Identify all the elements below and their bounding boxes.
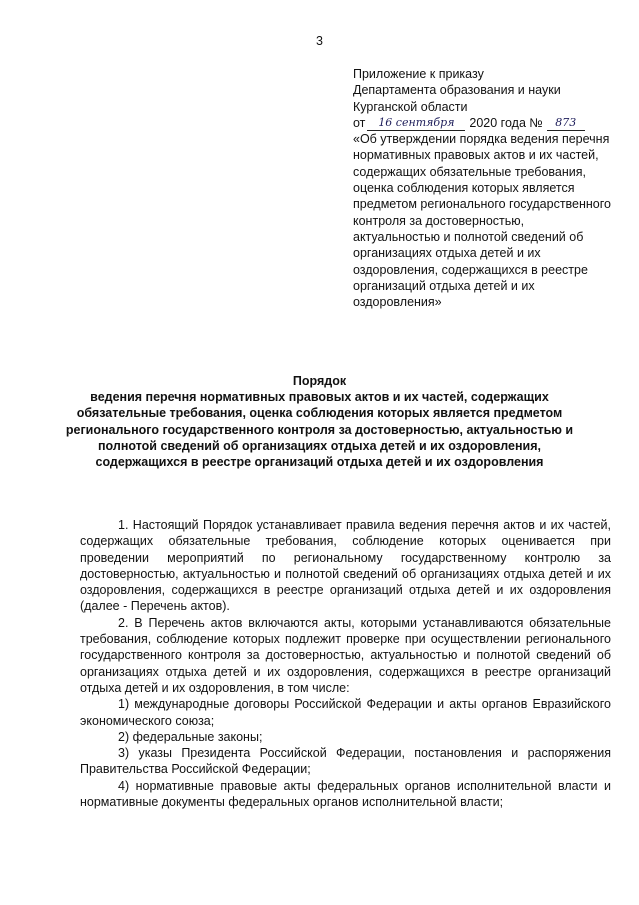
- order-prefix: от: [353, 115, 366, 130]
- page-number: 3: [316, 34, 323, 48]
- list-item-3: 3) указы Президента Российской Федерации, постановления и распоряжения Правительства Российской Федерации;: [80, 746, 611, 777]
- appendix-line-1: Приложение к приказу: [353, 67, 484, 81]
- list-item-1: 1) международные договоры Российской Федерации и акты органов Евразийского экономического союза;: [80, 697, 611, 728]
- document-title: [62, 373, 577, 470]
- title-heading: Порядок: [292, 374, 347, 388]
- appendix-line-3: Курганской области: [353, 99, 468, 114]
- title-subtitle: ведения перечня нормативных правовых актов и их частей, содержащих обязательные требования, оценка соблюдения которых является предметом регионального государственного контроля за достоверностью, актуальностью и полнотой сведений об организациях отдыха детей и их оздоровления, содержащихся в реестре организаций отдыха детей и их оздоровления: [65, 390, 574, 470]
- appendix-header: [353, 66, 613, 310]
- handwritten-order-number: 873: [547, 116, 585, 131]
- document-body: [80, 517, 611, 810]
- appendix-line-2: Департамента образования и науки: [353, 83, 561, 98]
- paragraph-1: 1. Настоящий Порядок устанавливает правила ведения перечня актов и их частей, содержащих обязательные требования, соблюдение которых оценивается при проведении мероприятий по региональному государственному контролю за достоверностью, актуальностью и полнотой сведений об организациях отдыха детей и их оздоровления, содержащихся в реестре организаций отдыха детей и их оздоровления (далее - Перечень актов).: [80, 518, 611, 614]
- order-title-quote: «Об утверждении порядка ведения перечня нормативных правовых актов и их частей, содержащих обязательные требования, оценка соблюдения которых является предметом регионального государственного контроля за достоверностью, актуальностью и полнотой сведений об организациях отдыха детей и их оздоровления, содержащихся в реестре организаций отдыха детей и их оздоровления»: [353, 132, 611, 310]
- order-year: 2020 года №: [469, 115, 543, 130]
- order-reference: [353, 115, 613, 131]
- handwritten-order-date: 16 сентября: [367, 116, 465, 131]
- list-item-2: 2) федеральные законы;: [118, 729, 263, 744]
- list-item-4: 4) нормативные правовые акты федеральных органов исполнительной власти и нормативные документы федеральных органов исполнительной власти;: [80, 778, 611, 810]
- paragraph-2: 2. В Перечень актов включаются акты, которыми устанавливаются обязательные требования, соблюдение которых подлежит проверке при осуществлении регионального государственного контроля за достоверностью, актуальностью и полнотой сведений об организациях отдыха детей и их оздоровления, содержащихся в реестре организаций отдыха детей и их оздоровления, в том числе:: [80, 615, 611, 695]
